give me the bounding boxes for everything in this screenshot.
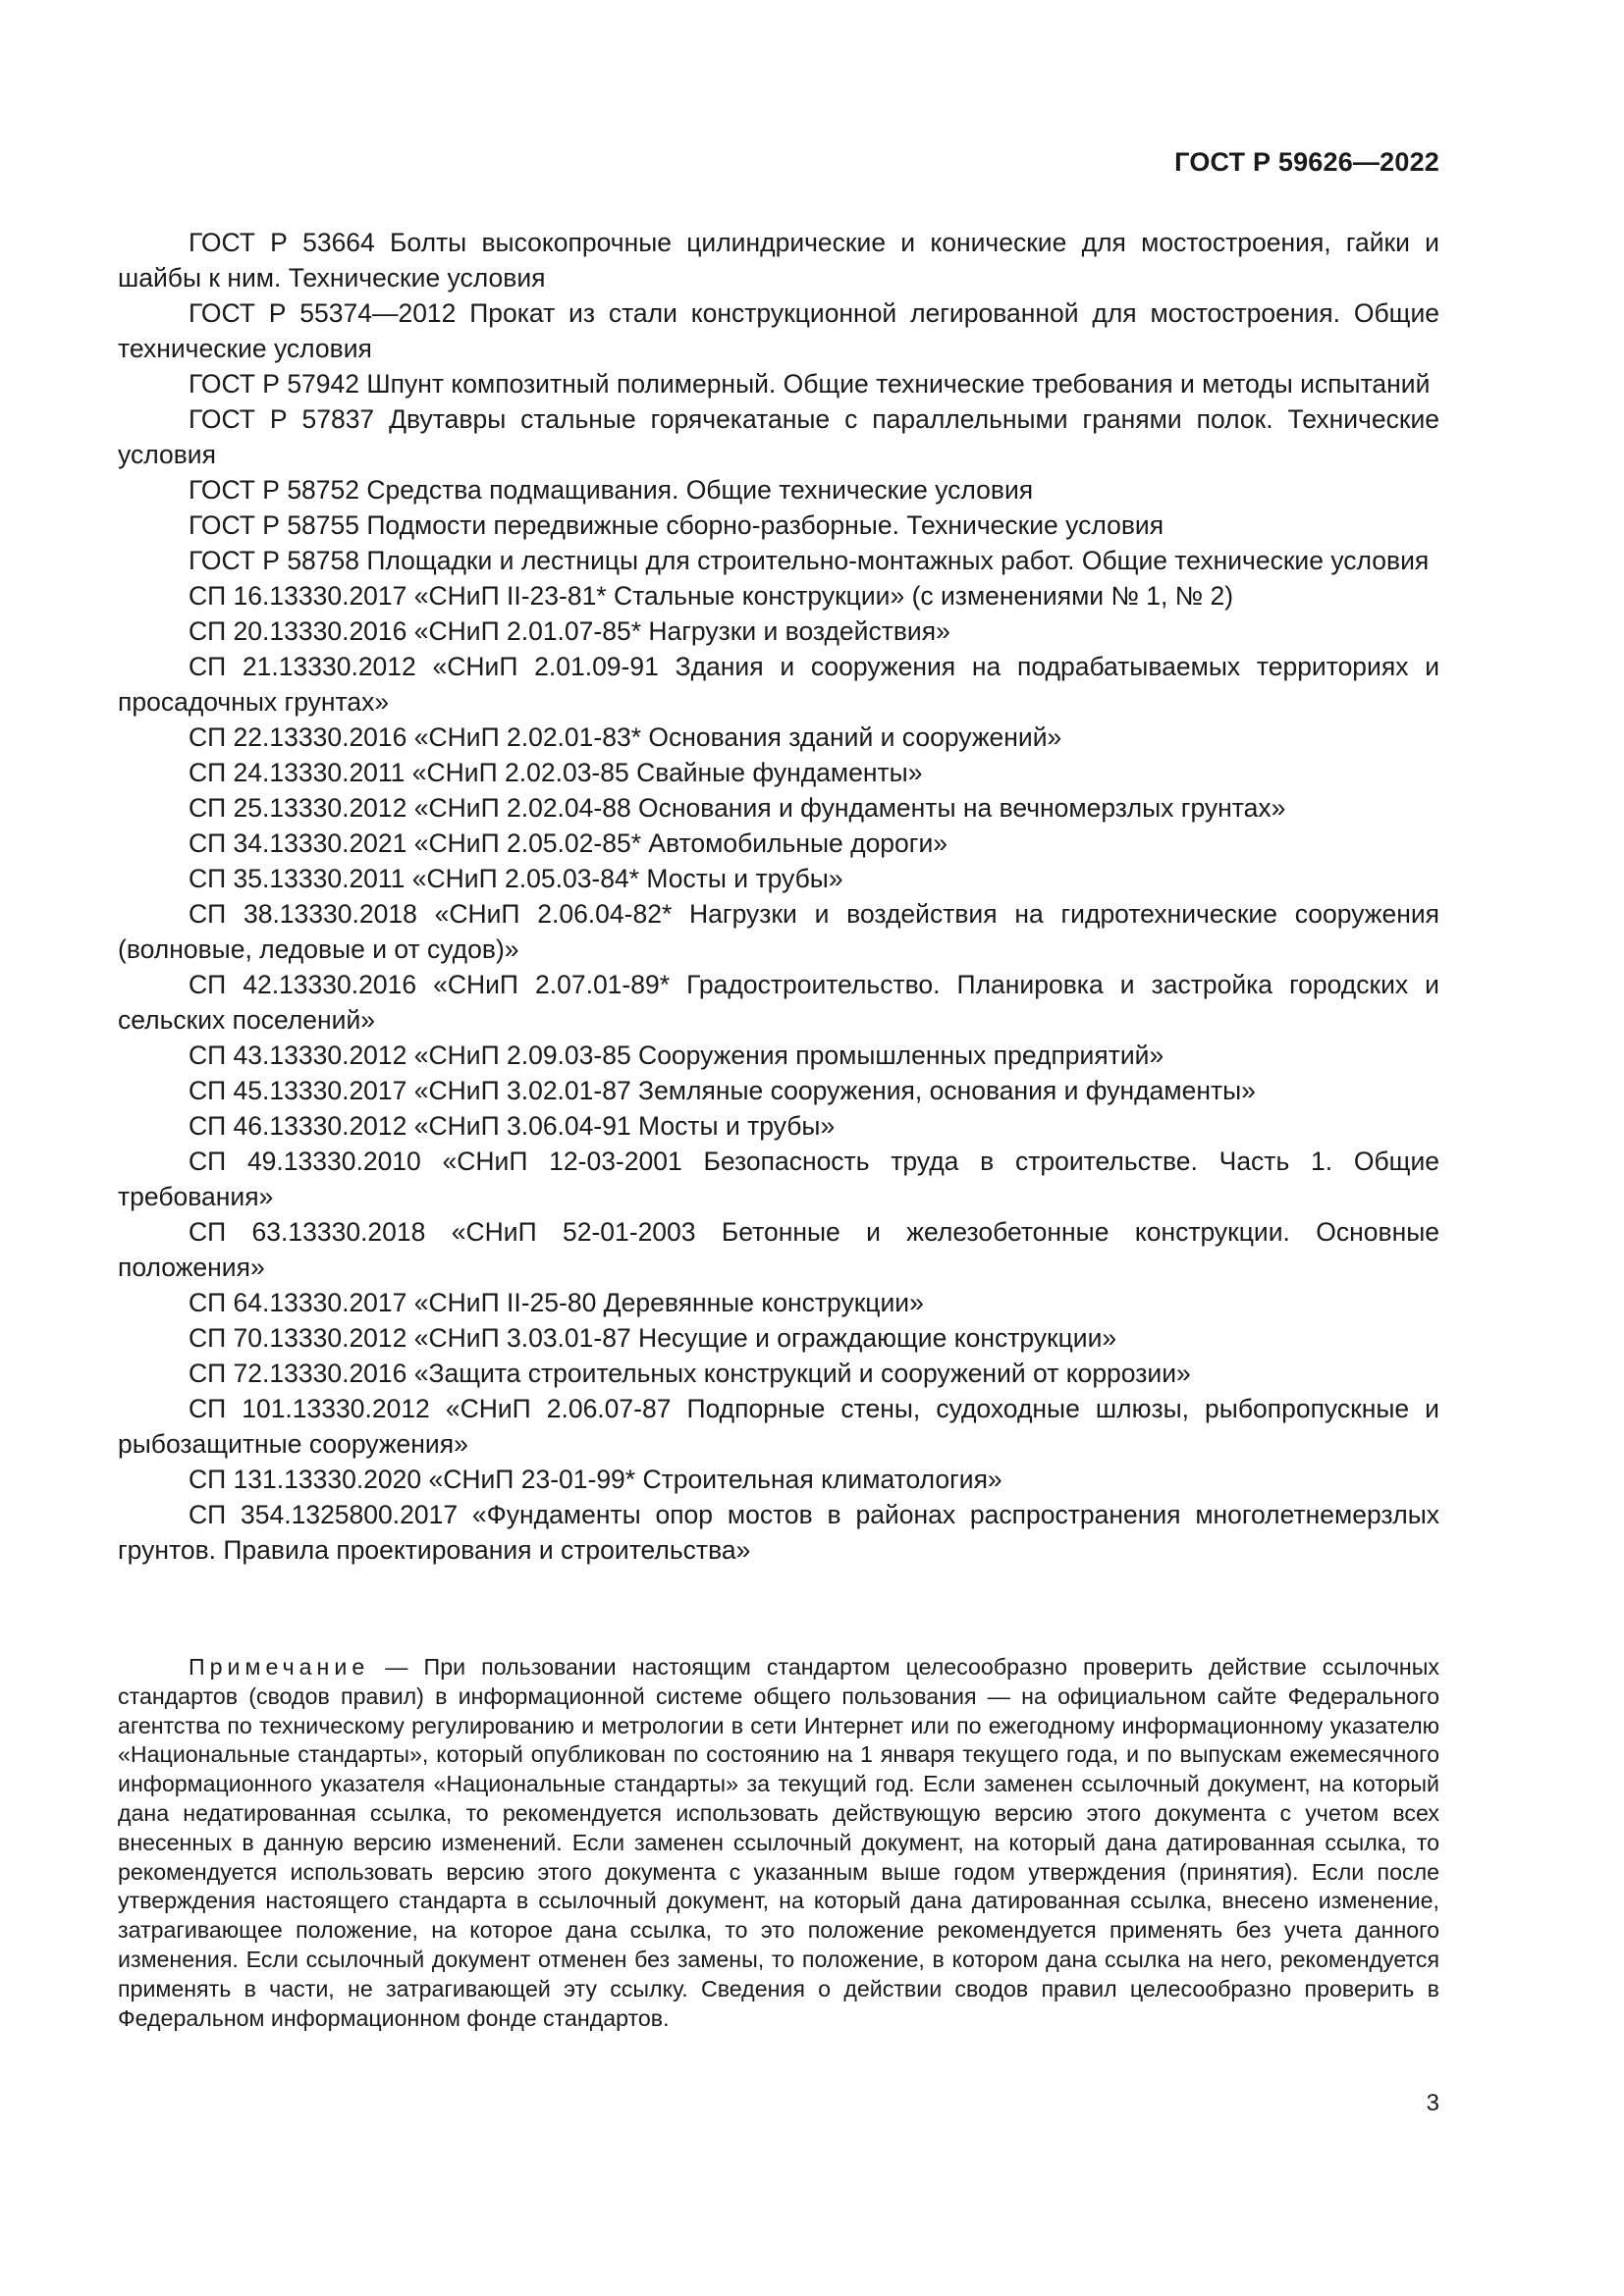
- reference-item: СП 46.13330.2012 «СНиП 3.06.04-91 Мосты и трубы»: [189, 1111, 836, 1141]
- reference-item: СП 43.13330.2012 «СНиП 2.09.03-85 Сооружения промышленных предприятий»: [189, 1041, 1164, 1070]
- reference-item: ГОСТ Р 58752 Средства подмащивания. Общие технические условия: [189, 475, 1034, 505]
- reference-item: ГОСТ Р 57837 Двутавры стальные горячекатаные с параллельными гранями полок. Технические условия: [118, 404, 1439, 469]
- normative-references-list: [118, 225, 1439, 1568]
- reference-item: СП 49.13330.2010 «СНиП 12-03-2001 Безопасность труда в строительстве. Часть 1. Общие требования»: [118, 1147, 1439, 1211]
- reference-item: СП 16.13330.2017 «СНиП II-23-81* Стальные конструкции» (с изменениями № 1, № 2): [189, 581, 1234, 611]
- reference-item: СП 22.13330.2016 «СНиП 2.02.01-83* Основания зданий и сооружений»: [189, 722, 1062, 752]
- document-id-header: ГОСТ Р 59626—2022: [1174, 147, 1439, 177]
- reference-item: ГОСТ Р 57942 Шпунт композитный полимерный. Общие технические требования и методы испытаний: [189, 369, 1431, 399]
- reference-item: СП 354.1325800.2017 «Фундаменты опор мостов в районах распространения многолетнемерзлых грунтов. Правила проектирования и строительства»: [118, 1500, 1439, 1565]
- reference-item: СП 63.13330.2018 «СНиП 52-01-2003 Бетонные и железобетонные конструкции. Основные положения»: [118, 1217, 1439, 1282]
- reference-item: ГОСТ Р 58755 Подмости передвижные сборно-разборные. Технические условия: [189, 510, 1164, 540]
- reference-item: СП 20.13330.2016 «СНиП 2.01.07-85* Нагрузки и воздействия»: [189, 616, 950, 646]
- note-text: — При пользовании настоящим стандартом целесообразно проверить действие ссылочных стандартов (сводов правил) в информационной системе общего пользования — на официальном сайте Федерального агентства по техническому регулированию и метрологии в сети Интернет или по ежегодному информационному указателю «Национальные стандарты», который опубликован по состоянию на 1 января текущего года, и по выпускам ежемесячного информационного указателя «Национальные стандарты» за текущий год. Если заменен ссылочный документ, на который дана недатированная ссылка, то рекомендуется использовать действующую версию этого документа с учетом всех внесенных в данную версию изменений. Если заменен ссылочный документ, на который дана датированная ссылка, то рекомендуется использовать версию этого документа с указанным выше годом утверждения (принятия). Если после утверждения настоящего стандарта в ссылочный документ, на который дана датированная ссылка, внесено изменение, затрагивающее положение, на которое дана ссылка, то это положение рекомендуется применять без учета данного изменения. Если ссылочный документ отменен без замены, то положение, в котором дана ссылка на него, рекомендуется применять в части, не затрагивающей эту ссылку. Сведения о действии сводов правил целесообразно проверить в Федеральном информационном фонде стандартов.: [118, 1654, 1439, 2031]
- page-number: 3: [1426, 2090, 1439, 2116]
- reference-item: СП 131.13330.2020 «СНиП 23-01-99* Строительная климатология»: [189, 1465, 1002, 1494]
- reference-item: СП 24.13330.2011 «СНиП 2.02.03-85 Свайные фундаменты»: [189, 758, 923, 787]
- reference-item: ГОСТ Р 58758 Площадки и лестницы для строительно-монтажных работ. Общие технические условия: [189, 546, 1430, 575]
- reference-item: СП 70.13330.2012 «СНиП 3.03.01-87 Несущие и ограждающие конструкции»: [189, 1323, 1117, 1353]
- reference-item: СП 72.13330.2016 «Защита строительных конструкций и сооружений от коррозии»: [189, 1359, 1191, 1388]
- note-label: Примечание: [189, 1654, 370, 1680]
- note-paragraph: [118, 1653, 1439, 2033]
- reference-item: СП 21.13330.2012 «СНиП 2.01.09-91 Здания и сооружения на подрабатываемых территориях и просадочных грунтах»: [118, 652, 1439, 717]
- reference-item: СП 64.13330.2017 «СНиП II-25-80 Деревянные конструкции»: [189, 1288, 924, 1317]
- reference-item: ГОСТ Р 55374—2012 Прокат из стали конструкционной легированной для мостостроения. Общие технические условия: [118, 298, 1439, 363]
- reference-item: СП 25.13330.2012 «СНиП 2.02.04-88 Основания и фундаменты на вечномерзлых грунтах»: [189, 793, 1286, 823]
- reference-item: СП 34.13330.2021 «СНиП 2.05.02-85* Автомобильные дороги»: [189, 828, 947, 858]
- reference-item: СП 38.13330.2018 «СНиП 2.06.04-82* Нагрузки и воздействия на гидротехнические сооружения (волновые, ледовые и от судов)»: [118, 899, 1439, 964]
- reference-item: СП 35.13330.2011 «СНиП 2.05.03-84* Мосты и трубы»: [189, 864, 843, 893]
- reference-item: СП 42.13330.2016 «СНиП 2.07.01-89* Градостроительство. Планировка и застройка городских и сельских поселений»: [118, 970, 1439, 1035]
- reference-item: СП 45.13330.2017 «СНиП 3.02.01-87 Земляные сооружения, основания и фундаменты»: [189, 1076, 1256, 1105]
- reference-item: СП 101.13330.2012 «СНиП 2.06.07-87 Подпорные стены, судоходные шлюзы, рыбопропускные и рыбозащитные сооружения»: [118, 1394, 1439, 1459]
- reference-item: ГОСТ Р 53664 Болты высокопрочные цилиндрические и конические для мостостроения, гайки и шайбы к ним. Технические условия: [118, 228, 1439, 293]
